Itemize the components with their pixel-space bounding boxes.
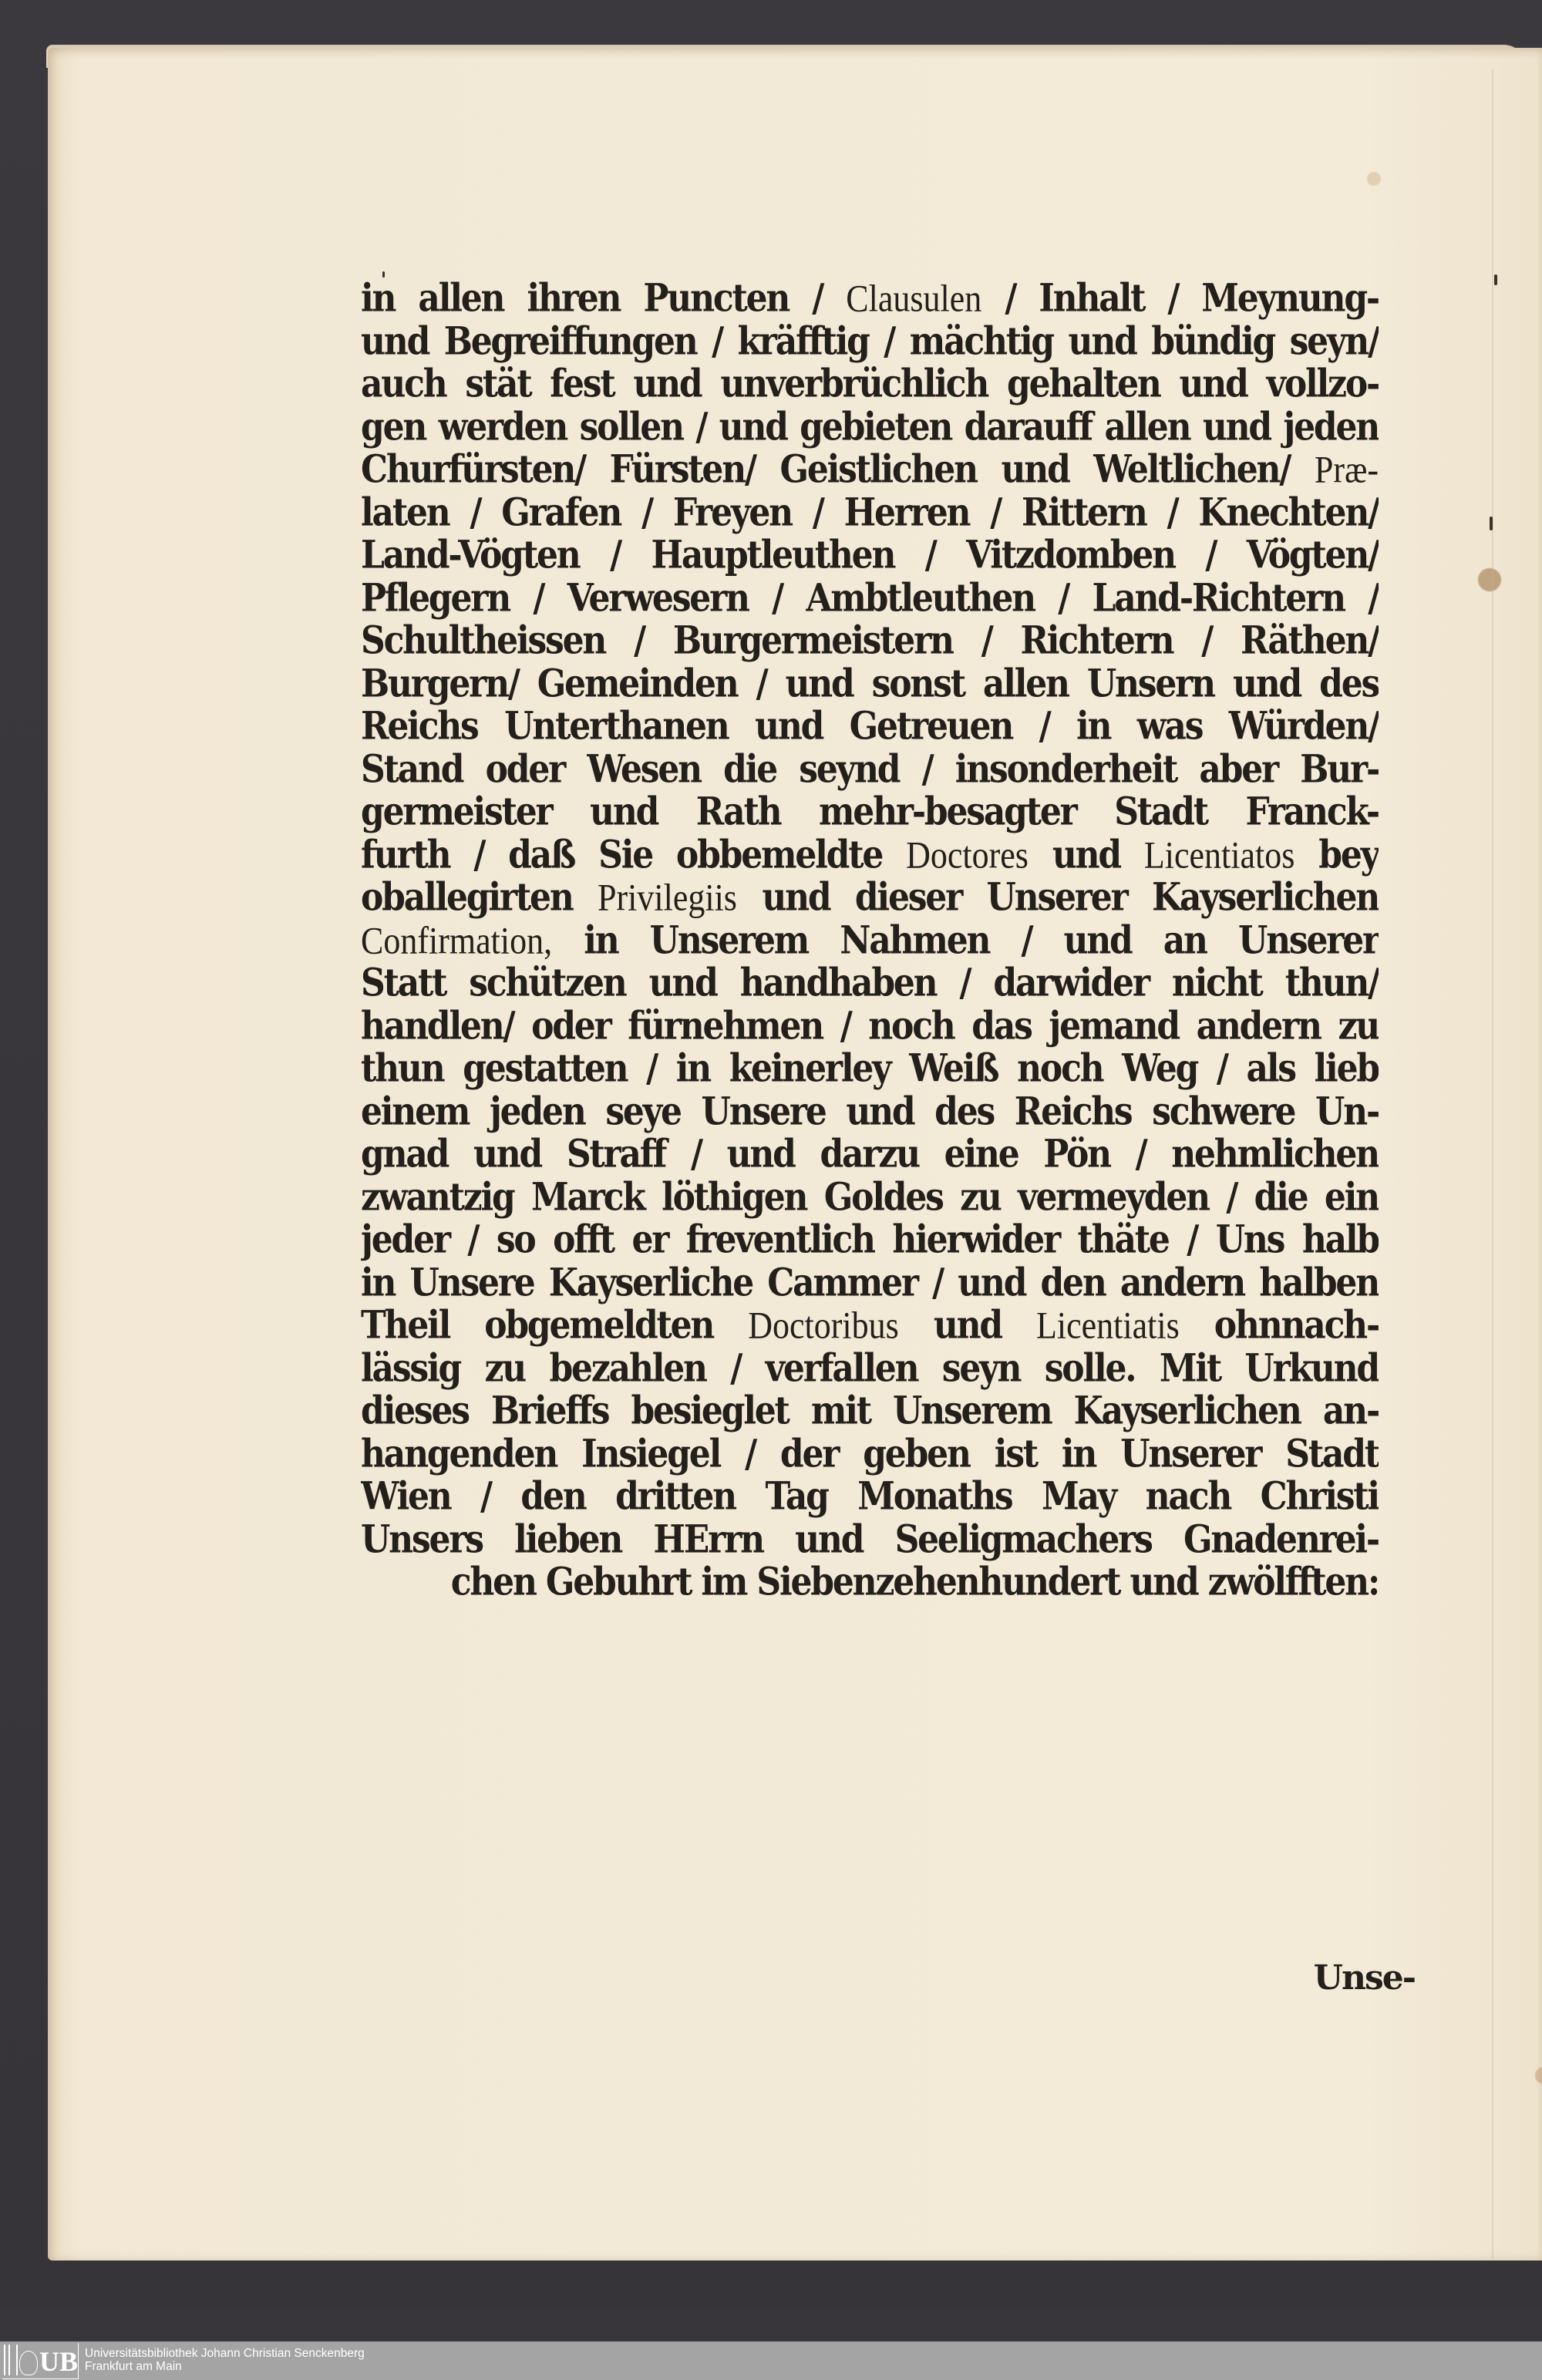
text-line: und Begreiffungen / kräfftig / mächtig und bündig seyn/ [361,319,1379,364]
text-line: hangenden Insiegel / der geben ist in Unserer Stadt [361,1432,1379,1476]
library-footer-bar [0,2341,1542,2380]
text-line: Theil obgemeldten Doctoribus und Licentiatis ohnnach- [361,1303,1379,1348]
text-line: gnad und Straff / und darzu eine Pön / nehmlichen [361,1132,1379,1177]
ink-speck [1490,517,1493,530]
text-line: einem jeden seye Unsere und des Reichs schwere Un- [361,1089,1379,1134]
ink-speck [1494,274,1497,285]
text-line: Reichs Unterthanen und Getreuen / in was Würden/ [361,704,1379,749]
text-line: lässig zu bezahlen / verfallen seyn solle. Mit Urkund [361,1346,1379,1391]
text-line: Wien / den dritten Tag Monaths May nach Christi [361,1474,1379,1520]
pillars-icon [4,2345,18,2375]
text-line: laten / Grafen / Freyen / Herren / Rittern / Knechten/ [361,490,1379,535]
footer-credit [85,2347,365,2373]
institution-location: Frankfurt am Main [85,2360,182,2373]
text-line: Burgern/ Gemeinden / und sonst allen Unsern und des [361,661,1379,706]
text-line: chen Gebuhrt im Siebenzehenhundert und zwölfften: [450,1560,1379,1605]
page-fold-line [1492,69,1493,2259]
institution-name: Universitätsbibliothek Johann Christian Senckenberg [85,2347,365,2360]
text-line: Confirmation, in Unserem Nahmen / und an Unserer [361,918,1379,963]
text-line: oballegirten Privilegiis und dieser Unserer Kayserlichen [361,875,1379,921]
text-line: thun gestatten / in keinerley Weiß noch Weg / als lieb [361,1046,1379,1092]
university-library-logo [2,2343,79,2379]
text-line: handlen/ oder fürnehmen / noch das jemand andern zu [361,1004,1379,1049]
text-line: dieses Brieffs besieglet mit Unserem Kayserlichen an- [361,1389,1379,1434]
portrait-icon [19,2351,38,2375]
text-line: Schultheissen / Burgermeistern / Richtern / Räthen/ [361,618,1379,664]
text-line: Churfürsten/ Fürsten/ Geistlichen und Weltlichen/ Præ- [361,447,1379,493]
text-line: Pflegern / Verwesern / Ambtleuthen / Land-Richtern / [361,576,1379,621]
text-line: Land-Vögten / Hauptleuthen / Vitzdomben / Vögten/ [361,533,1379,578]
text-line: jeder / so offt er freventlich hierwider thäte / Uns halb [361,1217,1379,1263]
text-line: Stand oder Wesen die seynd / insonderheit aber Bur- [361,747,1379,792]
text-line: germeister und Rath mehr-besagter Stadt Franck- [361,789,1379,835]
text-line: Unsers lieben HErrn und Seeligmachers Gnadenrei- [361,1517,1379,1562]
logo-text: UB [39,2346,79,2377]
text-line: zwantzig Marck löthigen Goldes zu vermeyden / die ein [361,1175,1379,1220]
text-line: auch stät fest und unverbrüchlich gehalten und vollzo- [361,362,1379,407]
document-body-text [361,278,1379,1604]
text-line: gen werden sollen / und gebieten darauff allen und jeden [361,405,1379,449]
text-line: in allen ihren Puncten / Clausulen / Inhalt / Meynung- [361,276,1379,321]
text-line: furth / daß Sie obbemeldte Doctores und Licentiatos bey [361,833,1379,877]
text-line: in Unsere Kayserliche Cammer / und den andern halben [361,1261,1379,1305]
catchword: Unse- [1313,1958,1415,1998]
text-line: Statt schützen und handhaben / darwider nicht thun/ [361,961,1379,1006]
